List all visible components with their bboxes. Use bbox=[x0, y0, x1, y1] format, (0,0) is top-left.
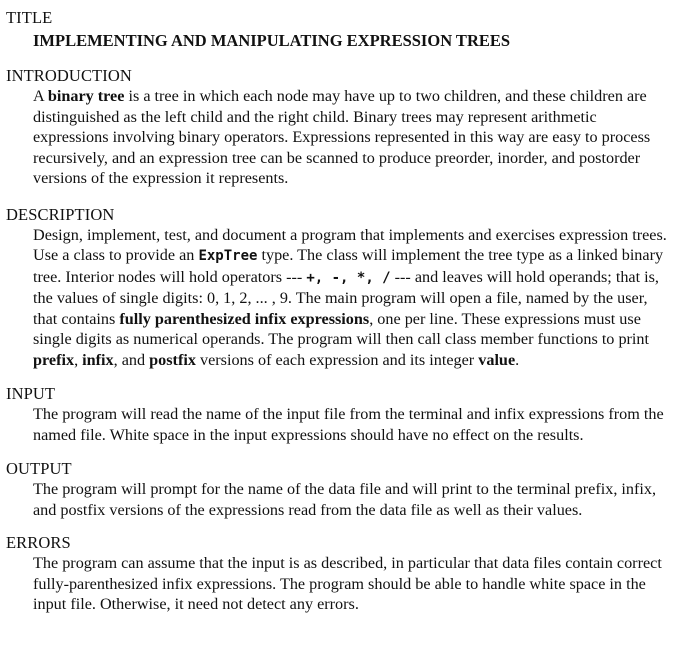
introduction-heading: INTRODUCTION bbox=[6, 66, 132, 85]
description-text-2: type. The class will implement the tree type as a linked binary tree. Interior nodes will hold operators --- bbox=[33, 246, 664, 286]
description-text-6: , and bbox=[113, 350, 150, 369]
description-bold-prefix: prefix bbox=[33, 350, 75, 369]
introduction-paragraph bbox=[33, 86, 670, 189]
description-bold-infix-expressions: fully parenthesized infix expressions bbox=[119, 309, 370, 328]
input-section bbox=[6, 384, 670, 445]
document-title: IMPLEMENTING AND MANIPULATING EXPRESSION TREES bbox=[33, 31, 511, 50]
introduction-term-binary-tree: binary tree bbox=[47, 87, 125, 105]
introduction-text-1: A bbox=[33, 87, 48, 105]
errors-heading: ERRORS bbox=[6, 533, 71, 552]
title-section bbox=[6, 8, 670, 52]
description-text-1: Design, implement, test, and document a program that implements and exercises expression trees. Use a class to provide an bbox=[33, 225, 667, 264]
description-text-7: versions of each expression and its integer bbox=[195, 350, 479, 369]
description-bold-value: value bbox=[478, 350, 516, 369]
description-text-3: --- and leaves will hold operands; that is, the values of single digits: 0, 1, 2, ... , 9. The main program will open a file, named by the user, that contains bbox=[33, 267, 659, 328]
description-operators: +, -, *, / bbox=[306, 269, 391, 286]
description-section bbox=[6, 205, 670, 371]
description-bold-postfix: postfix bbox=[149, 350, 196, 369]
description-text-4: , one per line. These expressions must use single digits as numerical operands. The program will then call class member functions to print bbox=[33, 309, 650, 348]
output-section bbox=[6, 459, 670, 520]
description-classname: ExpTree bbox=[198, 248, 258, 264]
errors-section bbox=[6, 533, 670, 615]
introduction-section bbox=[6, 66, 670, 189]
description-bold-infix: infix bbox=[82, 350, 114, 369]
title-heading: TITLE bbox=[6, 8, 53, 27]
output-paragraph: The program will prompt for the name of the data file and will print to the terminal prefix, infix, and postfix versions of the expressions read from the data file as well as their values. bbox=[33, 480, 657, 519]
description-text-5: , bbox=[74, 350, 83, 369]
input-heading: INPUT bbox=[6, 384, 56, 403]
output-heading: OUTPUT bbox=[6, 459, 72, 478]
description-paragraph bbox=[33, 225, 670, 371]
errors-paragraph: The program can assume that the input is as described, in particular that data files contain correct fully-parenthesized infix expressions. The program should be able to handle white space in the input file. Otherwise, it need not detect any errors. bbox=[33, 554, 662, 613]
input-paragraph: The program will read the name of the input file from the terminal and infix expressions from the named file. White space in the input expressions should have no effect on the results. bbox=[33, 405, 664, 444]
description-heading: DESCRIPTION bbox=[6, 204, 115, 224]
introduction-text-2: is a tree in which each node may have up to two children, and these children are distinguished as the left child and the right child. Binary trees may represent arithmetic expressions involving binary operators. Expressions represented in this way are easy to process recursively, and an expression tree can be scanned to produce preorder, inorder, and postorder versions of the expression it represents. bbox=[33, 87, 651, 187]
description-text-8: . bbox=[515, 350, 520, 369]
